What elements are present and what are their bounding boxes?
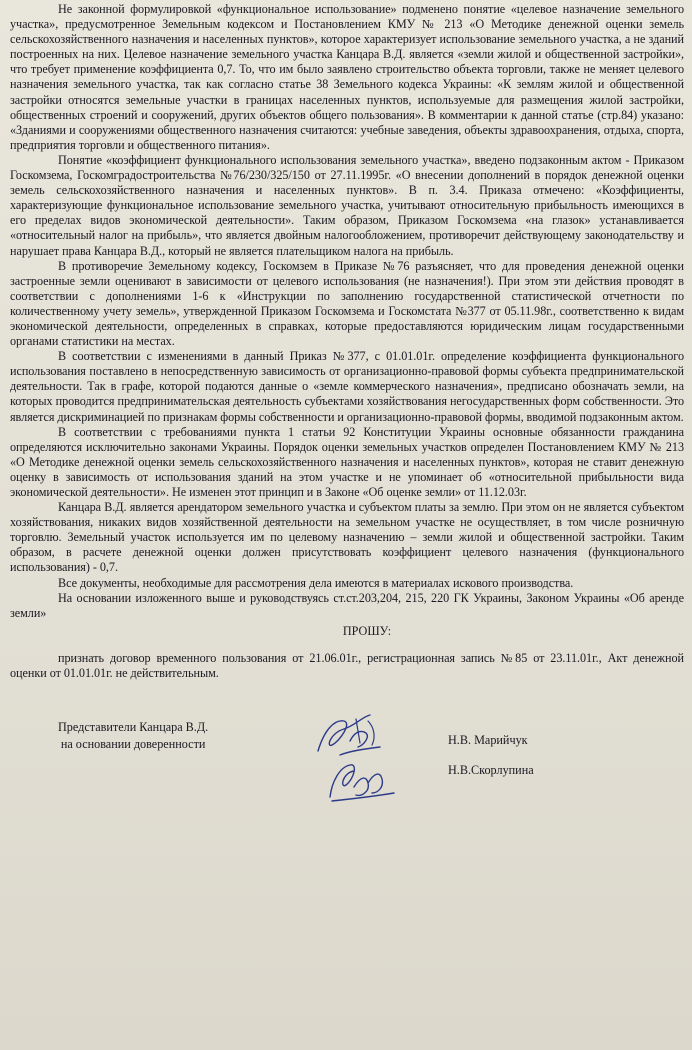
paragraph-2: Понятие «коэффициент функционального использования земельного участка», введено подзаконным актом - Приказом Госкомзема, Госкомградостроительства №76/230/325/150 от 27.11.1995г. «О внесении дополнений в порядок денежной оценки земель сельскохозяйственного назначения и населенных пунктов». В п. 3.4. Приказа отмечено: «Коэффициенты, характеризующие функциональное использование земельного участка, учитывают относительную прибыльность имеющихся в его пределах видов экономической деятельности». Таким образом, Приказом Госкомзема «на глазок» устанавливается «относительный налог на прибыль», что является двойным налогообложением, противоречит действующему законодательству и нарушает права Канцара В.Д., который не является плательщиком налога на прибыль.: [10, 152, 684, 258]
signature-block: [10, 711, 684, 821]
request-heading: ПРОШУ:: [342, 623, 392, 638]
signatory-name-1: Н.В. Марийчук: [448, 733, 528, 748]
representatives-line-2: на основании доверенности: [60, 737, 206, 752]
paragraph-1: Не законной формулировкой «функциональное использование» подменено понятие «целевое назначение земельного участка», предусмотренное Земельным кодексом и Постановлением КМУ № 213 «О Методике денежной оценки земель сельскохозяйственного назначения и населенных пунктов», которое характеризует использование земельного участка, а не зданий построенных на них. Целевое назначение земельного участка Канцара В.Д. является «земли жилой и общественной застройки», что требует применение коэффициента 0,7. То, что им было заявлено строительство объекта торговли, также не меняет целевого назначения земельного участка, так как согласно статье 38 Земельного кодекса Украины: «К землям жилой и общественной застройки относятся земельные участки в границах населенных пунктов, используемые для размещения жилой застройки, общественных строений и сооружений, других объектов общего пользования». В комментарии к данной статье (стр.84) указано: «Зданиями и сооружениями общественного назначения считаются: учебные заведения, объекты здравоохранения, отдыха, спорта, предприятия торговли и общественного питания».: [10, 2, 684, 152]
signatory-name-2: Н.В.Скорлупина: [448, 763, 534, 778]
representatives-line-1: Представители Канцара В.Д.: [58, 720, 209, 735]
paragraph-5: В соответствии с требованиями пункта 1 статьи 92 Конституции Украины основные обязанности гражданина определяются исключительно законами Украины. Порядок оценки земельных участков определен Постановлением КМУ № 213 «О Методике денежной оценки земель сельскохозяйственного назначения и населенных пунктов», которая не ставит денежную оценку в зависимость от использования зданий на этом участке и не упоминает об «относительной прибыльности вида экономической деятельности». Не изменен этот принцип и в Законе «Об оценке земли» от 11.12.03г.: [10, 424, 684, 499]
paragraph-4: В соответствии с изменениями в данный Приказ №377, с 01.01.01г. определение коэффициента функционального использования поставлено в непосредственную зависимость от организационно-правовой формы субъекта предпринимательской деятельности. Так в графе, которой подаются данные о «земле коммерческого назначения», предписано обозначать земли, на которых проводится предпринимательская деятельность субъектами хозяйствования негосударственных форм собственности. Это является дискриминацией по признакам формы собственности и организационно-правовой формы, вводимой подзаконным актом.: [10, 349, 684, 424]
paragraph-6: Канцара В.Д. является арендатором земельного участка и субъектом платы за землю. При этом он не является субъектом хозяйствования, никаких видов хозяйственной деятельности на земельном участке не осуществляет, в том числе розничную торговлю. Земельный участок используется им по целевому назначению – земли жилой и общественной застройки. Таким образом, в расчете денежной оценки должен присутствовать коэффициент целевого назначения (функционального использования) - 0,7.: [10, 500, 684, 575]
paragraph-7: Все документы, необходимые для рассмотрения дела имеются в материалах искового производства.: [58, 575, 574, 590]
paragraph-3: В противоречие Земельному кодексу, Госкомзем в Приказе №76 разъясняет, что для проведения денежной оценки застроенные земли оценивают в зависимости от целевого использования (не назначения!). При этом эти действия проводят в соответствии с дополнениями 1-6 к «Инструкции по заполнению государственной статистической отчетности по количественному учету земель», утвержденной Приказом Госкомзема и Госкомстата №377 от 05.11.98г., соответственно к видам экономической деятельности, определенных в справках, которые предоставляются юридическим лицам государственными органами статистики на местах.: [10, 258, 684, 349]
request-body: признать договор временного пользования от 21.06.01г., регистрационная запись №85 от 23.11.01г., Акт денежной оценки от 01.01.01г. не действительным.: [10, 650, 684, 680]
handwritten-signature-2: [320, 753, 400, 807]
representatives-caption: [58, 719, 208, 753]
paragraph-8: На основании изложенного выше и руководствуясь ст.ст.203,204, 215, 220 ГК Украины, Законом Украины «Об аренде земли»: [10, 590, 684, 620]
